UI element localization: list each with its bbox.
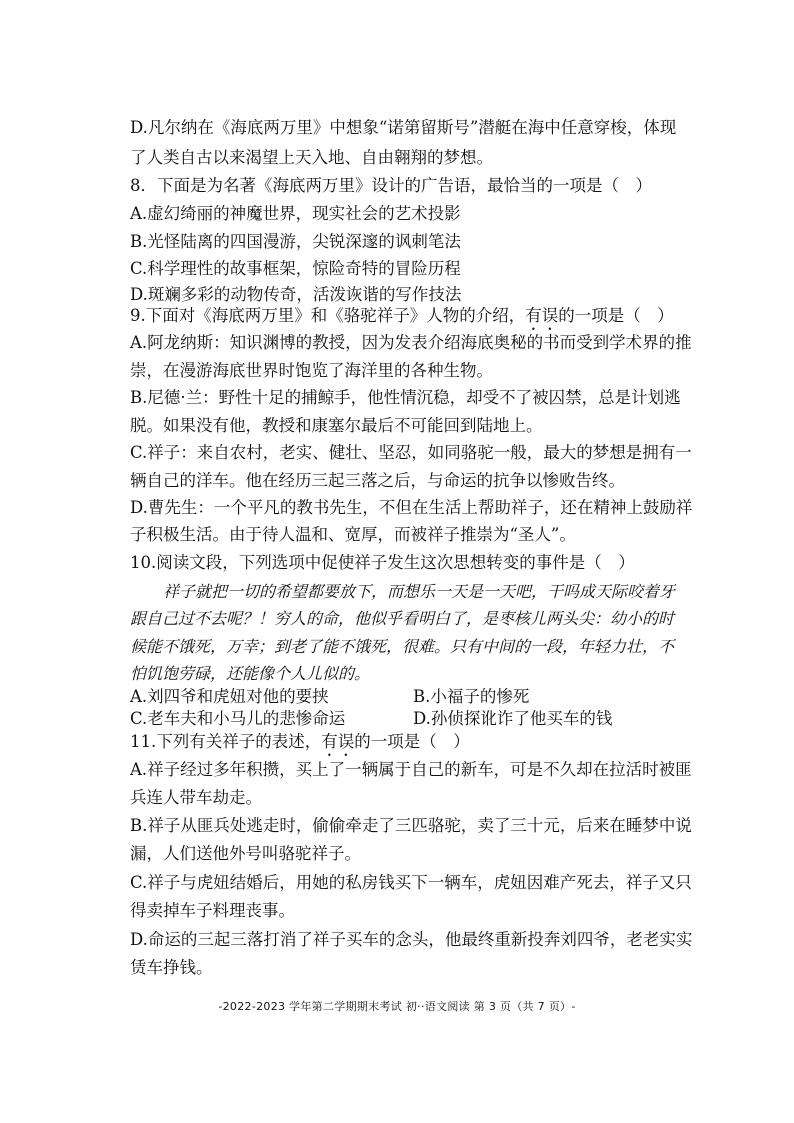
q8-option-b: B.光怪陆离的四国漫游，尖锐深邃的讽刺笔法 xyxy=(130,232,461,251)
q10-option-b: B.小福子的惨死 xyxy=(413,687,530,706)
q10-passage-line3: 候能不饿死，万幸；到老了能不饿死，很难。只有中间的一段，年轻力壮，不 xyxy=(130,637,675,656)
q11-option-a-line2: 兵连人带车劫走。 xyxy=(130,788,262,807)
q9-option-c-line1: C.祥子：来自农村，老实、健壮、坚忍，如同骆驼一般，最大的梦想是拥有一 xyxy=(130,443,692,462)
q10-option-a: A.刘四爷和虎妞对他的要挟 xyxy=(130,687,329,706)
q11-option-d-line1: D.命运的三起三落打消了祥子买车的念头，他最终重新投奔刘四爷，老老实实 xyxy=(130,930,693,949)
q11-stem xyxy=(130,731,470,760)
page-footer: -2022-2023 学年第二学期期末考试 初··语文阅读 第 3 页（共 7 页）- xyxy=(218,1000,576,1013)
q9-stem-b: 的一项是（ ） xyxy=(558,306,674,325)
q9-stem xyxy=(130,305,674,334)
q11-option-c-line1: C.祥子与虎妞结婚后，用她的私房钱买下一辆车，虎妞因难产死去，祥子又只 xyxy=(130,873,692,892)
q8-option-d: D.斑斓多彩的动物传奇，活泼诙谐的写作技法 xyxy=(130,285,462,304)
q10-passage-line1: 祥子就把一切的希望都要放下，而想乐一天是一天吧，干吗成天际咬着牙 xyxy=(163,582,676,601)
q9-option-b-line1: B.尼德·兰：野性十足的捕鲸手，他性情沉稳，却受不了被囚禁，总是计划逃 xyxy=(130,388,681,407)
q10-option-c: C.老车夫和小马儿的悲惨命运 xyxy=(130,709,346,728)
q11-stem-a: 11.下列有关祥子的表述， xyxy=(130,732,322,751)
q9-option-d-line2: 子积极生活。由于待人温和、宽厚，而被祥子推崇为“圣人”。 xyxy=(130,525,576,544)
q9-emphasis: 有误 xyxy=(525,306,559,325)
q10-stem: 10.阅读文段，下列选项中促使祥子发生这次思想转变的事件是（ ） xyxy=(130,553,635,572)
q11-option-a-line1: A.祥子经过多年积攒，买上了一辆属于自己的新车，可是不久却在拉活时被匪 xyxy=(130,760,692,779)
q11-option-b-line1: B.祥子从匪兵处逃走时，偷偷牵走了三匹骆驼，卖了三十元，后来在睡梦中说 xyxy=(130,816,692,835)
q9-stem-a: 9.下面对《海底两万里》和《骆驼祥子》人物的介绍， xyxy=(130,306,526,325)
q11-option-c-line2: 得卖掉车子料理丧事。 xyxy=(130,901,295,920)
q7-option-d-line1: D.凡尔纳在《海底两万里》中想象“诺第留斯号”潜艇在海中任意穿梭，体现 xyxy=(130,118,677,137)
q11-option-b-line2: 漏，人们送他外号叫骆驼祥子。 xyxy=(130,844,361,863)
q10-passage-line2: 跟自己过不去呢？！穷人的命，他似乎看明白了，是枣核儿两头尖：幼小的时 xyxy=(130,609,675,628)
q8-stem: 8．下面是为名著《海底两万里》设计的广告语，最恰当的一项是（ ） xyxy=(130,176,652,195)
q9-option-a-line1: A.阿龙纳斯：知识渊博的教授，因为发表介绍海底奥秘的书而受到学术界的推 xyxy=(130,333,692,352)
q9-option-b-line2: 脱。如果没有他，教授和康塞尔最后不可能回到陆地上。 xyxy=(130,416,543,435)
q9-option-d-line1: D.曹先生：一个平凡的教书先生，不但在生活上帮助祥子，还在精神上鼓励祥 xyxy=(130,498,693,517)
q11-stem-b: 的一项是（ ） xyxy=(354,732,470,751)
q11-option-d-line2: 赁车挣钱。 xyxy=(130,958,213,977)
q8-option-c: C.科学理性的故事框架，惊险奇特的冒险历程 xyxy=(130,259,461,278)
q9-option-a-line2: 崇，在漫游海底世界时饱览了海洋里的各种生物。 xyxy=(130,361,493,380)
q10-option-d: D.孙侦探讹诈了他买车的钱 xyxy=(413,709,613,728)
q7-option-d-line2: 了人类自古以来渴望上天入地、自由翱翔的梦想。 xyxy=(130,148,493,167)
q8-option-a: A.虚幻绮丽的神魔世界，现实社会的艺术投影 xyxy=(130,204,461,223)
q11-emphasis: 有误 xyxy=(321,732,355,751)
q10-passage-line4: 怕饥饱劳碌，还能像个人儿似的。 xyxy=(130,664,371,683)
q9-option-c-line2: 辆自己的洋车。他在经历三起三落之后，与命运的抗争以惨败告终。 xyxy=(130,471,625,490)
